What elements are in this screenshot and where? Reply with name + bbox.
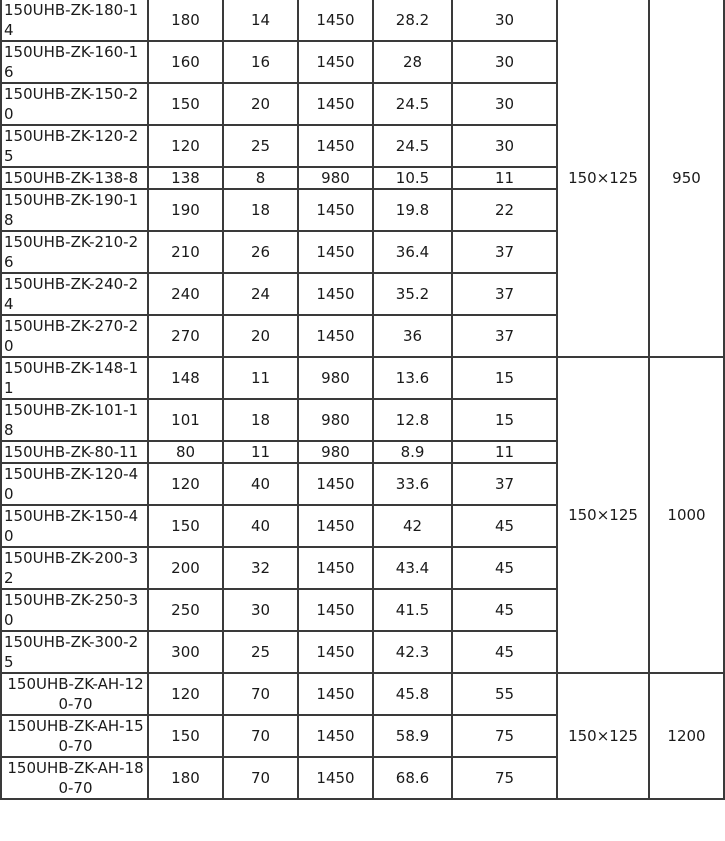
head-cell: 18: [223, 189, 298, 231]
motor-power-cell: 45: [452, 505, 557, 547]
speed-cell: 1450: [298, 673, 373, 715]
flow-cell: 150: [148, 83, 223, 125]
flow-cell: 120: [148, 673, 223, 715]
model-cell: 150UHB-ZK-AH-120-70: [1, 673, 148, 715]
model-cell: 150UHB-ZK-200-32: [1, 547, 148, 589]
model-cell: 150UHB-ZK-101-18: [1, 399, 148, 441]
model-cell: 150UHB-ZK-160-16: [1, 41, 148, 83]
speed-cell: 1450: [298, 83, 373, 125]
head-cell: 8: [223, 167, 298, 189]
motor-power-cell: 22: [452, 189, 557, 231]
model-cell: 150UHB-ZK-240-24: [1, 273, 148, 315]
speed-cell: 1450: [298, 757, 373, 799]
model-cell: 150UHB-ZK-AH-150-70: [1, 715, 148, 757]
shaft-power-cell: 41.5: [373, 589, 452, 631]
motor-power-cell: 45: [452, 547, 557, 589]
shaft-power-cell: 24.5: [373, 125, 452, 167]
speed-cell: 1450: [298, 273, 373, 315]
flow-cell: 148: [148, 357, 223, 399]
flow-cell: 160: [148, 41, 223, 83]
head-cell: 20: [223, 315, 298, 357]
head-cell: 25: [223, 125, 298, 167]
head-cell: 11: [223, 441, 298, 463]
motor-power-cell: 30: [452, 41, 557, 83]
shaft-power-cell: 28.2: [373, 0, 452, 41]
motor-power-cell: 37: [452, 463, 557, 505]
speed-cell: 1450: [298, 231, 373, 273]
flow-cell: 190: [148, 189, 223, 231]
model-cell: 150UHB-ZK-138-8: [1, 167, 148, 189]
speed-cell: 1450: [298, 505, 373, 547]
model-cell: 150UHB-ZK-150-40: [1, 505, 148, 547]
flow-cell: 150: [148, 505, 223, 547]
speed-cell: 980: [298, 399, 373, 441]
flow-cell: 210: [148, 231, 223, 273]
speed-cell: 1450: [298, 125, 373, 167]
shaft-power-cell: 12.8: [373, 399, 452, 441]
flow-cell: 240: [148, 273, 223, 315]
motor-power-cell: 11: [452, 441, 557, 463]
head-cell: 70: [223, 715, 298, 757]
motor-power-cell: 11: [452, 167, 557, 189]
inlet-outlet-cell: 150×125: [557, 673, 649, 799]
model-cell: 150UHB-ZK-150-20: [1, 83, 148, 125]
speed-cell: 1450: [298, 589, 373, 631]
shaft-power-cell: 36.4: [373, 231, 452, 273]
model-cell: 150UHB-ZK-AH-180-70: [1, 757, 148, 799]
motor-power-cell: 15: [452, 357, 557, 399]
flow-cell: 101: [148, 399, 223, 441]
motor-power-cell: 37: [452, 315, 557, 357]
flow-cell: 80: [148, 441, 223, 463]
speed-cell: 1450: [298, 463, 373, 505]
head-cell: 70: [223, 757, 298, 799]
motor-power-cell: 30: [452, 83, 557, 125]
head-cell: 40: [223, 505, 298, 547]
speed-cell: 1450: [298, 41, 373, 83]
flow-cell: 250: [148, 589, 223, 631]
table-row: [1, 0, 724, 41]
motor-power-cell: 30: [452, 125, 557, 167]
flow-cell: 300: [148, 631, 223, 673]
head-cell: 11: [223, 357, 298, 399]
speed-cell: 1450: [298, 631, 373, 673]
flow-cell: 270: [148, 315, 223, 357]
motor-power-cell: 37: [452, 231, 557, 273]
shaft-power-cell: 36: [373, 315, 452, 357]
speed-cell: 1450: [298, 315, 373, 357]
inlet-outlet-cell: 150×125: [557, 0, 649, 357]
flow-cell: 180: [148, 0, 223, 41]
flow-cell: 180: [148, 757, 223, 799]
motor-power-cell: 37: [452, 273, 557, 315]
head-cell: 30: [223, 589, 298, 631]
shaft-power-cell: 28: [373, 41, 452, 83]
motor-power-cell: 45: [452, 631, 557, 673]
model-cell: 150UHB-ZK-180-14: [1, 0, 148, 41]
model-cell: 150UHB-ZK-80-11: [1, 441, 148, 463]
shaft-power-cell: 35.2: [373, 273, 452, 315]
table-body: [1, 0, 724, 799]
flow-cell: 150: [148, 715, 223, 757]
head-cell: 32: [223, 547, 298, 589]
model-cell: 150UHB-ZK-120-25: [1, 125, 148, 167]
motor-power-cell: 45: [452, 589, 557, 631]
speed-cell: 1450: [298, 715, 373, 757]
impeller-diameter-cell: 950: [649, 0, 724, 357]
model-cell: 150UHB-ZK-250-30: [1, 589, 148, 631]
speed-cell: 980: [298, 357, 373, 399]
table-row: [1, 357, 724, 399]
speed-cell: 980: [298, 167, 373, 189]
head-cell: 24: [223, 273, 298, 315]
shaft-power-cell: 33.6: [373, 463, 452, 505]
head-cell: 26: [223, 231, 298, 273]
shaft-power-cell: 68.6: [373, 757, 452, 799]
shaft-power-cell: 13.6: [373, 357, 452, 399]
head-cell: 20: [223, 83, 298, 125]
flow-cell: 200: [148, 547, 223, 589]
impeller-diameter-cell: 1000: [649, 357, 724, 673]
speed-cell: 980: [298, 441, 373, 463]
shaft-power-cell: 10.5: [373, 167, 452, 189]
head-cell: 16: [223, 41, 298, 83]
motor-power-cell: 75: [452, 715, 557, 757]
head-cell: 70: [223, 673, 298, 715]
model-cell: 150UHB-ZK-210-26: [1, 231, 148, 273]
shaft-power-cell: 43.4: [373, 547, 452, 589]
speed-cell: 1450: [298, 0, 373, 41]
model-cell: 150UHB-ZK-148-11: [1, 357, 148, 399]
model-cell: 150UHB-ZK-270-20: [1, 315, 148, 357]
shaft-power-cell: 58.9: [373, 715, 452, 757]
speed-cell: 1450: [298, 189, 373, 231]
flow-cell: 138: [148, 167, 223, 189]
shaft-power-cell: 8.9: [373, 441, 452, 463]
model-cell: 150UHB-ZK-190-18: [1, 189, 148, 231]
motor-power-cell: 30: [452, 0, 557, 41]
flow-cell: 120: [148, 463, 223, 505]
shaft-power-cell: 24.5: [373, 83, 452, 125]
shaft-power-cell: 42: [373, 505, 452, 547]
inlet-outlet-cell: 150×125: [557, 357, 649, 673]
head-cell: 40: [223, 463, 298, 505]
motor-power-cell: 75: [452, 757, 557, 799]
table-row: [1, 673, 724, 715]
model-cell: 150UHB-ZK-300-25: [1, 631, 148, 673]
head-cell: 18: [223, 399, 298, 441]
motor-power-cell: 55: [452, 673, 557, 715]
flow-cell: 120: [148, 125, 223, 167]
shaft-power-cell: 19.8: [373, 189, 452, 231]
model-cell: 150UHB-ZK-120-40: [1, 463, 148, 505]
speed-cell: 1450: [298, 547, 373, 589]
head-cell: 14: [223, 0, 298, 41]
impeller-diameter-cell: 1200: [649, 673, 724, 799]
motor-power-cell: 15: [452, 399, 557, 441]
shaft-power-cell: 45.8: [373, 673, 452, 715]
shaft-power-cell: 42.3: [373, 631, 452, 673]
head-cell: 25: [223, 631, 298, 673]
